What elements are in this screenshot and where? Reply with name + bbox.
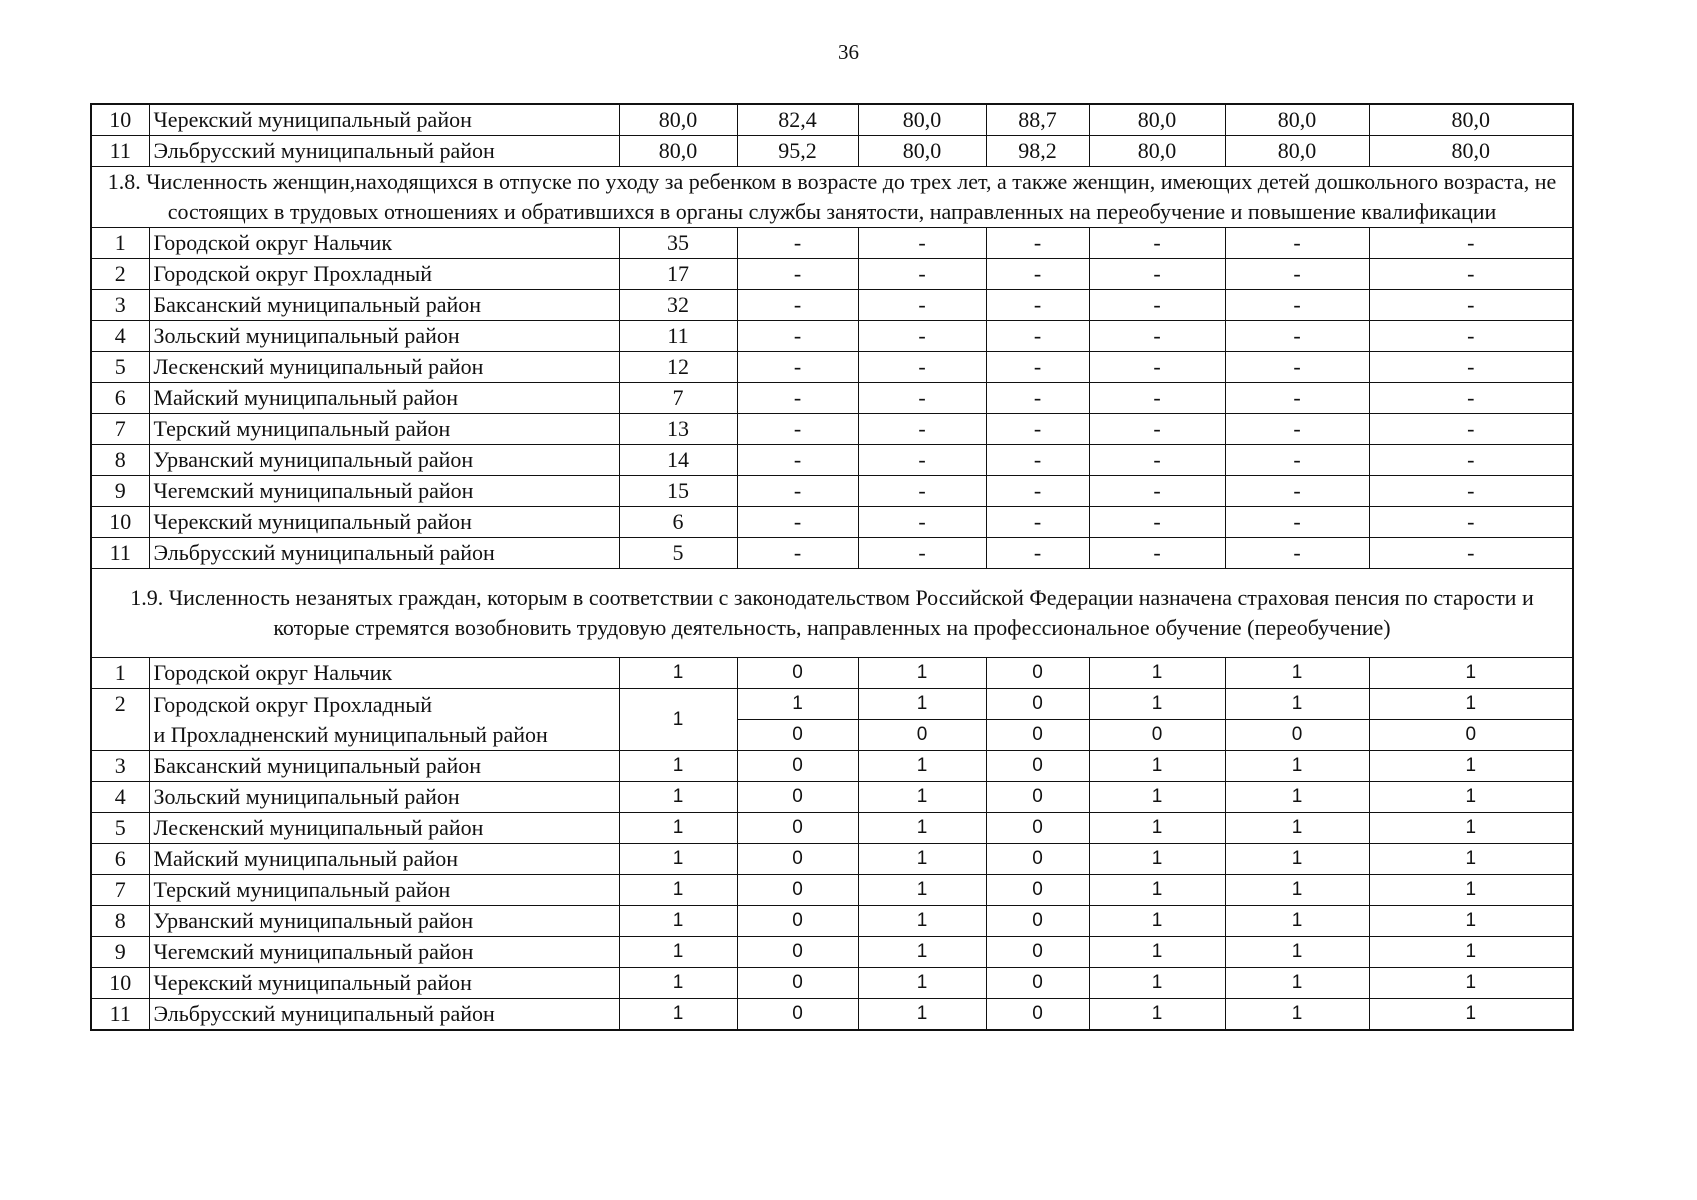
- value-cell: 1: [619, 813, 737, 844]
- value-cell: 0: [737, 720, 858, 751]
- district-name: Урванский муниципальный район: [149, 906, 619, 937]
- value-cell: -: [1225, 445, 1369, 476]
- value-cell: 1: [1089, 906, 1225, 937]
- value-cell: 0: [986, 968, 1089, 999]
- value-cell: 0: [1225, 720, 1369, 751]
- value-cell: 1: [1225, 906, 1369, 937]
- value-cell: 1: [1225, 968, 1369, 999]
- value-cell: -: [737, 228, 858, 259]
- value-cell: -: [1369, 476, 1573, 507]
- value-cell: -: [1225, 414, 1369, 445]
- row-number: 9: [91, 476, 149, 507]
- value-cell: 1: [1089, 875, 1225, 906]
- row-number: 8: [91, 445, 149, 476]
- value-cell: -: [1089, 352, 1225, 383]
- value-cell: 1: [858, 906, 986, 937]
- value-cell: -: [986, 445, 1089, 476]
- value-cell: 1: [858, 813, 986, 844]
- row-number: 10: [91, 104, 149, 136]
- row-number: 11: [91, 136, 149, 167]
- value-cell: 0: [986, 999, 1089, 1031]
- value-cell: 1: [1089, 782, 1225, 813]
- value-cell: 1: [858, 782, 986, 813]
- value-cell: 80,0: [1369, 136, 1573, 167]
- value-cell: 5: [619, 538, 737, 569]
- row-number: 10: [91, 507, 149, 538]
- page-number: 36: [838, 40, 859, 64]
- value-cell: 80,0: [1225, 136, 1369, 167]
- value-cell: 0: [737, 782, 858, 813]
- table-row: [91, 906, 1573, 937]
- value-cell: 1: [619, 937, 737, 968]
- value-cell: -: [1369, 383, 1573, 414]
- value-cell: -: [1369, 259, 1573, 290]
- value-cell: -: [1369, 228, 1573, 259]
- district-name: Городской округ Нальчик: [149, 228, 619, 259]
- table-row: [91, 844, 1573, 875]
- value-cell: 1: [619, 658, 737, 689]
- table-row: [91, 445, 1573, 476]
- value-cell: 1: [1225, 751, 1369, 782]
- value-cell: -: [737, 383, 858, 414]
- table-row: [91, 352, 1573, 383]
- value-cell: -: [858, 290, 986, 321]
- value-cell: 1: [1089, 658, 1225, 689]
- value-cell: -: [986, 507, 1089, 538]
- value-cell: -: [1225, 507, 1369, 538]
- value-cell: 0: [737, 844, 858, 875]
- row-number: 7: [91, 414, 149, 445]
- value-cell: 1: [1089, 937, 1225, 968]
- value-cell: 0: [986, 751, 1089, 782]
- value-cell: -: [858, 383, 986, 414]
- value-cell: 0: [986, 689, 1089, 720]
- value-cell: 1: [619, 751, 737, 782]
- value-cell: 1: [858, 999, 986, 1031]
- value-cell: 1: [1369, 875, 1573, 906]
- value-cell: 0: [986, 937, 1089, 968]
- table-row: [91, 658, 1573, 689]
- value-cell: 1: [1369, 751, 1573, 782]
- value-cell: -: [737, 507, 858, 538]
- value-cell: 1: [1225, 844, 1369, 875]
- value-cell: -: [737, 290, 858, 321]
- row-number: 11: [91, 999, 149, 1031]
- value-cell: 1: [858, 658, 986, 689]
- value-cell: 80,0: [1225, 104, 1369, 136]
- value-cell: 1: [1089, 751, 1225, 782]
- value-cell: 0: [986, 720, 1089, 751]
- row-number: 6: [91, 844, 149, 875]
- value-cell: -: [1089, 414, 1225, 445]
- value-cell: 80,0: [1369, 104, 1573, 136]
- value-cell: -: [1369, 507, 1573, 538]
- table-row: [91, 383, 1573, 414]
- value-cell: -: [1225, 321, 1369, 352]
- value-cell: -: [858, 445, 986, 476]
- row-number: 5: [91, 813, 149, 844]
- value-cell: 15: [619, 476, 737, 507]
- value-cell: 0: [986, 844, 1089, 875]
- section-title: 1.8. Численность женщин,находящихся в отпуске по уходу за ребенком в возрасте до трех лет, а также женщин, имеющих детей дошкольного возраста, не состоящих в трудовых отношениях и обратившихся в органы службы занятости, направленных на переобучение и повышение квалификации: [91, 167, 1573, 228]
- district-name: Черекский муниципальный район: [149, 968, 619, 999]
- value-cell: 0: [986, 875, 1089, 906]
- row-number: 1: [91, 658, 149, 689]
- district-name: Урванский муниципальный район: [149, 445, 619, 476]
- table-row: [91, 751, 1573, 782]
- district-name: Майский муниципальный район: [149, 383, 619, 414]
- value-cell: 0: [737, 751, 858, 782]
- district-name: Эльбрусский муниципальный район: [149, 538, 619, 569]
- value-cell: 0: [986, 782, 1089, 813]
- table-row: [91, 538, 1573, 569]
- value-cell: 1: [858, 937, 986, 968]
- value-cell: 0: [986, 813, 1089, 844]
- value-cell: -: [858, 352, 986, 383]
- table-row: [91, 937, 1573, 968]
- value-cell: -: [737, 414, 858, 445]
- value-cell: 35: [619, 228, 737, 259]
- value-cell: 1: [1369, 999, 1573, 1031]
- district-name: Терский муниципальный район: [149, 875, 619, 906]
- table-row: [91, 290, 1573, 321]
- value-cell: -: [1089, 228, 1225, 259]
- section-header-row: [91, 569, 1573, 658]
- value-cell: -: [1369, 352, 1573, 383]
- district-name: Зольский муниципальный район: [149, 321, 619, 352]
- value-cell: 1: [1369, 968, 1573, 999]
- value-cell: 1: [1225, 937, 1369, 968]
- value-cell: -: [1369, 290, 1573, 321]
- row-number: 1: [91, 228, 149, 259]
- value-cell: -: [986, 352, 1089, 383]
- value-cell: -: [1089, 476, 1225, 507]
- value-cell: -: [1369, 414, 1573, 445]
- value-cell: 1: [1369, 782, 1573, 813]
- value-cell: 1: [1225, 813, 1369, 844]
- value-cell: -: [737, 476, 858, 507]
- value-cell: 80,0: [619, 104, 737, 136]
- value-cell: 82,4: [737, 104, 858, 136]
- value-cell: 1: [1369, 658, 1573, 689]
- table-body: [91, 104, 1573, 1030]
- value-cell: -: [1225, 476, 1369, 507]
- value-cell: 1: [1089, 689, 1225, 720]
- value-cell: 1: [858, 751, 986, 782]
- district-name: Городской округ Нальчик: [149, 658, 619, 689]
- row-number: 3: [91, 290, 149, 321]
- value-cell: 0: [737, 999, 858, 1031]
- value-cell: 1: [858, 689, 986, 720]
- value-cell: 1: [619, 906, 737, 937]
- value-cell: -: [986, 476, 1089, 507]
- value-cell: 14: [619, 445, 737, 476]
- value-cell: 11: [619, 321, 737, 352]
- district-name: Лескенский муниципальный район: [149, 352, 619, 383]
- district-name: Чегемский муниципальный район: [149, 476, 619, 507]
- value-cell: 80,0: [1089, 104, 1225, 136]
- row-number: 6: [91, 383, 149, 414]
- value-cell: 1: [858, 875, 986, 906]
- value-cell: 1: [858, 968, 986, 999]
- section-header-row: [91, 167, 1573, 228]
- value-cell: 1: [858, 844, 986, 875]
- district-name: Баксанский муниципальный район: [149, 290, 619, 321]
- value-cell: -: [1225, 259, 1369, 290]
- value-cell: 0: [986, 658, 1089, 689]
- value-cell: -: [858, 476, 986, 507]
- value-cell: 80,0: [1089, 136, 1225, 167]
- value-cell: 1: [1225, 999, 1369, 1031]
- row-number: 7: [91, 875, 149, 906]
- value-cell: -: [986, 383, 1089, 414]
- value-cell: 7: [619, 383, 737, 414]
- value-cell: 17: [619, 259, 737, 290]
- value-cell: -: [986, 259, 1089, 290]
- value-cell: -: [1369, 538, 1573, 569]
- value-cell: 0: [986, 906, 1089, 937]
- value-cell: -: [858, 228, 986, 259]
- value-cell: -: [986, 321, 1089, 352]
- district-name: Зольский муниципальный район: [149, 782, 619, 813]
- value-cell: 1: [619, 844, 737, 875]
- value-cell: -: [1089, 383, 1225, 414]
- value-cell: -: [1225, 352, 1369, 383]
- value-cell: -: [858, 538, 986, 569]
- value-cell: 0: [737, 875, 858, 906]
- table-row: [91, 259, 1573, 290]
- value-cell: 1: [1225, 658, 1369, 689]
- row-number: 10: [91, 968, 149, 999]
- value-cell: -: [1369, 445, 1573, 476]
- value-cell: -: [858, 259, 986, 290]
- district-name: [149, 689, 619, 751]
- value-cell: -: [1225, 228, 1369, 259]
- value-cell: 0: [737, 658, 858, 689]
- table-row: [91, 104, 1573, 136]
- value-cell: 1: [619, 689, 737, 751]
- data-table: [90, 103, 1574, 1031]
- table-row: [91, 689, 1573, 720]
- value-cell: 13: [619, 414, 737, 445]
- row-number: 5: [91, 352, 149, 383]
- value-cell: -: [986, 414, 1089, 445]
- row-number: 8: [91, 906, 149, 937]
- row-number: 11: [91, 538, 149, 569]
- value-cell: 1: [1369, 813, 1573, 844]
- table-row: [91, 476, 1573, 507]
- table-row: [91, 999, 1573, 1031]
- value-cell: -: [1225, 290, 1369, 321]
- value-cell: 1: [1369, 844, 1573, 875]
- value-cell: 1: [619, 875, 737, 906]
- value-cell: -: [1089, 290, 1225, 321]
- table-row: [91, 507, 1573, 538]
- value-cell: 1: [1089, 844, 1225, 875]
- value-cell: -: [1089, 538, 1225, 569]
- value-cell: 0: [1369, 720, 1573, 751]
- district-name-line2: и Прохладненский муниципальный район: [153, 721, 548, 747]
- value-cell: 80,0: [858, 104, 986, 136]
- value-cell: -: [858, 507, 986, 538]
- value-cell: -: [737, 352, 858, 383]
- value-cell: -: [1089, 321, 1225, 352]
- value-cell: -: [737, 321, 858, 352]
- value-cell: 80,0: [858, 136, 986, 167]
- value-cell: 98,2: [986, 136, 1089, 167]
- value-cell: 1: [1369, 937, 1573, 968]
- value-cell: 0: [737, 813, 858, 844]
- district-name: Черекский муниципальный район: [149, 507, 619, 538]
- district-name: Эльбрусский муниципальный район: [149, 136, 619, 167]
- value-cell: -: [1225, 538, 1369, 569]
- value-cell: 0: [858, 720, 986, 751]
- value-cell: -: [986, 228, 1089, 259]
- value-cell: -: [1225, 383, 1369, 414]
- row-number: 2: [91, 259, 149, 290]
- table-row: [91, 968, 1573, 999]
- value-cell: -: [737, 445, 858, 476]
- value-cell: 32: [619, 290, 737, 321]
- value-cell: -: [737, 538, 858, 569]
- table-row: [91, 875, 1573, 906]
- value-cell: 88,7: [986, 104, 1089, 136]
- value-cell: 1: [1089, 813, 1225, 844]
- district-name: Черекский муниципальный район: [149, 104, 619, 136]
- row-number: 2: [91, 689, 149, 751]
- value-cell: 80,0: [619, 136, 737, 167]
- value-cell: 1: [1225, 782, 1369, 813]
- row-number: 4: [91, 321, 149, 352]
- value-cell: 95,2: [737, 136, 858, 167]
- value-cell: 1: [1369, 689, 1573, 720]
- value-cell: -: [1369, 321, 1573, 352]
- value-cell: 12: [619, 352, 737, 383]
- value-cell: 1: [1089, 999, 1225, 1031]
- value-cell: -: [986, 290, 1089, 321]
- table-row: [91, 321, 1573, 352]
- value-cell: 0: [1089, 720, 1225, 751]
- value-cell: -: [1089, 507, 1225, 538]
- district-name: Баксанский муниципальный район: [149, 751, 619, 782]
- value-cell: 1: [1369, 906, 1573, 937]
- district-name: Лескенский муниципальный район: [149, 813, 619, 844]
- value-cell: 1: [619, 999, 737, 1031]
- value-cell: 1: [737, 689, 858, 720]
- district-name: Городской округ Прохладный: [149, 259, 619, 290]
- value-cell: -: [858, 414, 986, 445]
- table-row: [91, 228, 1573, 259]
- value-cell: 0: [737, 968, 858, 999]
- section-title: 1.9. Численность незанятых граждан, которым в соответствии с законодательством Российской Федерации назначена страховая пенсия по старости и которые стремятся возобновить трудовую деятельность, направленных на профессиональное обучение (переобучение): [91, 569, 1573, 658]
- value-cell: 0: [737, 906, 858, 937]
- value-cell: 0: [737, 937, 858, 968]
- value-cell: -: [1089, 259, 1225, 290]
- value-cell: 1: [619, 782, 737, 813]
- value-cell: 6: [619, 507, 737, 538]
- value-cell: -: [737, 259, 858, 290]
- value-cell: -: [1089, 445, 1225, 476]
- value-cell: -: [858, 321, 986, 352]
- row-number: 9: [91, 937, 149, 968]
- district-name: Эльбрусский муниципальный район: [149, 999, 619, 1031]
- table-row: [91, 782, 1573, 813]
- value-cell: 1: [619, 968, 737, 999]
- district-name: Терский муниципальный район: [149, 414, 619, 445]
- table-row: [91, 136, 1573, 167]
- row-number: 3: [91, 751, 149, 782]
- value-cell: 1: [1225, 689, 1369, 720]
- value-cell: -: [986, 538, 1089, 569]
- table-row: [91, 414, 1573, 445]
- district-name: Чегемский муниципальный район: [149, 937, 619, 968]
- table-row: [91, 813, 1573, 844]
- district-name-line1: Городской округ Прохладный: [153, 691, 432, 717]
- row-number: 4: [91, 782, 149, 813]
- value-cell: 1: [1225, 875, 1369, 906]
- value-cell: 1: [1089, 968, 1225, 999]
- district-name: Майский муниципальный район: [149, 844, 619, 875]
